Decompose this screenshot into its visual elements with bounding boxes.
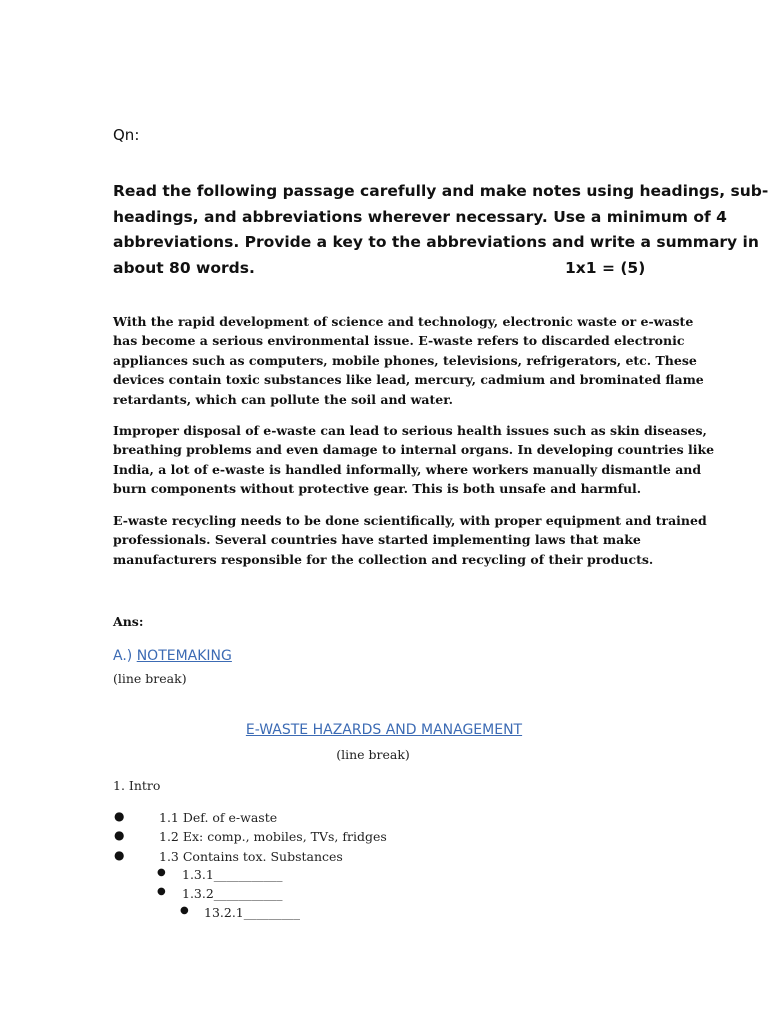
bullet-icon: ● — [114, 809, 125, 823]
section-prefix: A.) — [113, 648, 137, 664]
instruction-line: Read the following passage carefully and make notes using headings, sub- — [113, 182, 768, 200]
passage-line: devices contain toxic substances like lead, mercury, cadmium and brominated flame — [113, 372, 704, 388]
passage-paragraph-1 — [113, 312, 704, 409]
passage-line: With the rapid development of science and technology, electronic waste or e-waste — [113, 314, 694, 329]
instruction-line: about 80 words. — [113, 258, 255, 277]
notes-heading: E-WASTE HAZARDS AND MANAGEMENT — [245, 722, 523, 738]
passage-line: burn components without protective gear. This is both unsafe and harmful. — [113, 481, 642, 497]
list-item: 1.1 Def. of e-waste — [159, 810, 278, 825]
line-break-note: (line break) — [113, 671, 187, 686]
passage-paragraph-3 — [113, 511, 707, 569]
instruction-line-last — [113, 256, 653, 282]
question-instruction — [113, 179, 768, 281]
passage-line: manufacturers responsible for the collection and recycling of their products. — [113, 551, 654, 567]
passage-line: E-waste recycling needs to be done scientifically, with proper equipment and trained — [113, 513, 707, 528]
passage-line: has become a serious environmental issue. E-waste refers to discarded electronic — [113, 333, 685, 349]
list-item: 1.3.2___________ — [182, 886, 283, 901]
notes-intro: 1. Intro — [113, 778, 161, 793]
bullet-icon: ● — [114, 828, 125, 842]
list-item: 13.2.1_________ — [204, 905, 301, 920]
question-marks: 1x1 = (5) — [565, 258, 646, 277]
instruction-line: headings, and abbreviations wherever necessary. Use a minimum of 4 — [113, 207, 727, 226]
answer-label: Ans: — [113, 614, 144, 629]
bullet-icon: ● — [157, 886, 166, 897]
passage-line: Improper disposal of e-waste can lead to serious health issues such as skin diseases, — [113, 423, 707, 438]
question-label: Qn: — [113, 126, 140, 144]
list-item: 1.2 Ex: comp., mobiles, TVs, fridges — [159, 829, 387, 844]
list-item: 1.3.1___________ — [182, 867, 283, 882]
passage-paragraph-2 — [113, 421, 715, 499]
section-title-text: NOTEMAKING — [136, 648, 232, 664]
passage-line: professionals. Several countries have started implementing laws that make — [113, 532, 641, 548]
bullet-icon: ● — [114, 848, 125, 862]
bullet-icon: ● — [180, 905, 189, 916]
passage-line: appliances such as computers, mobile phones, televisions, refrigerators, etc. These — [113, 352, 697, 368]
passage-line: India, a lot of e-waste is handled informally, where workers manually dismantle and — [113, 461, 702, 477]
section-title — [113, 648, 232, 664]
list-item: 1.3 Contains tox. Substances — [159, 849, 343, 864]
passage-line: breathing problems and even damage to internal organs. In developing countries like — [113, 442, 715, 458]
bullet-icon: ● — [157, 867, 166, 878]
line-break-note: (line break) — [336, 747, 410, 762]
passage-line: retardants, which can pollute the soil and water. — [113, 391, 454, 407]
instruction-line: abbreviations. Provide a key to the abbreviations and write a summary in — [113, 233, 759, 251]
